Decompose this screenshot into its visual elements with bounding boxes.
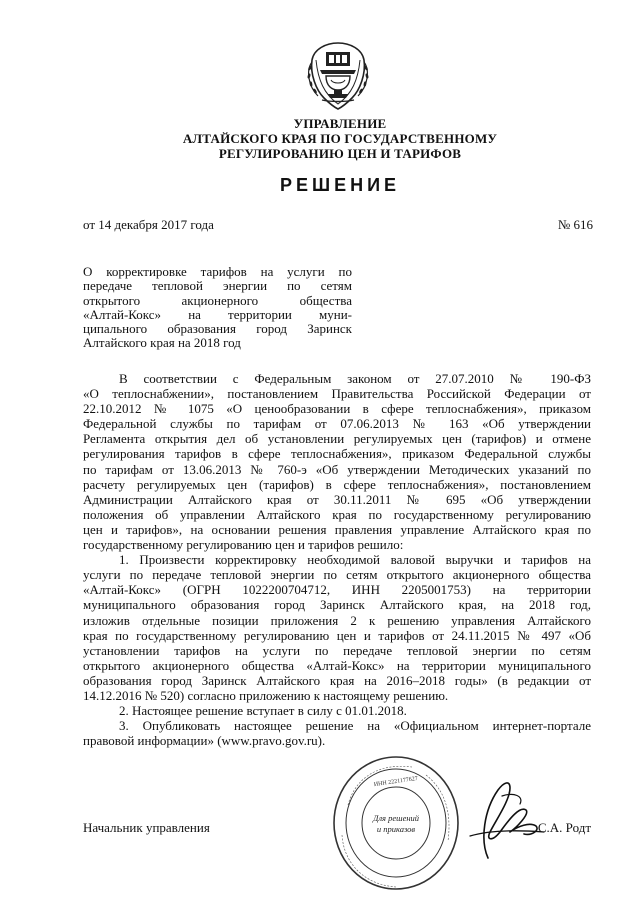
body-line: расчету регулируемых цен (тарифов) в сфере теплоснабжения», постановлением — [83, 476, 591, 492]
org-name-line-3: РЕГУЛИРОВАНИЮ ЦЕН И ТАРИФОВ — [218, 146, 462, 161]
body-line: «О теплоснабжении», постановлением Правительства Российской Федерации от — [83, 386, 591, 402]
body-line: регулирования тарифов в сфере теплоснабжения», приказом Федеральной службы — [83, 446, 591, 462]
body-line: установлении тарифов на услуги по передаче тепловой энергии по сетям — [83, 642, 591, 658]
subject-line: О корректировке тарифов на услуги по — [83, 264, 352, 279]
body-line: 3. Опубликовать настоящее решение на «Официальном интернет-портале — [119, 718, 591, 734]
body-line: по тарифам от 13.06.2013 № 760-э «Об утверждении Методических указаний по — [83, 461, 591, 477]
org-name-line-2: АЛТАЙСКОГО КРАЯ ПО ГОСУДАРСТВЕННОМУ — [182, 131, 498, 146]
body-line: Регламента открытия дел об установлении регулируемых цен (тарифов) и отмене — [83, 431, 591, 447]
document-body — [83, 371, 591, 748]
body-line: изложив отдельные позиции приложения 2 к решению управления Алтайского — [83, 612, 591, 628]
body-line: цен и тарифов», на основании решения правления управление Алтайского края по — [83, 521, 591, 537]
subject-line: «Алтай-Кокс» на территории муни- — [83, 306, 352, 322]
body-line: Федеральной службы по тарифам от 07.06.2013 № 163 «Об утверждении — [83, 416, 591, 432]
signatory-position: Начальник управления — [83, 820, 210, 835]
stamp-center-line-1: Для решений — [372, 813, 420, 823]
body-line: услуги по передаче тепловой энергии по сетям открытого акционерного общества — [83, 567, 591, 583]
body-line: открытого акционерного общества «Алтай-Кокс» на территории муниципального — [83, 657, 591, 673]
document-subject — [83, 265, 352, 351]
body-line: 2. Настоящее решение вступает в силу с 01.01.2018. — [119, 703, 407, 719]
stamp-inn: ИНН 2221177627 — [373, 775, 419, 789]
subject-line: передаче тепловой энергии по сетям — [83, 278, 352, 294]
body-line: Администрации Алтайского края от 30.11.2011 № 695 «Об утверждении — [83, 491, 591, 507]
document-type-title: РЕШЕНИЕ — [279, 175, 401, 195]
body-line: 22.10.2012 № 1075 «О ценообразовании в сфере теплоснабжения», приказом — [83, 401, 591, 417]
coat-of-arms-emblem — [304, 40, 372, 112]
org-name-line-1: УПРАВЛЕНИЕ — [293, 116, 387, 131]
subject-line: ципального образования город Заринск — [83, 321, 352, 337]
body-line: 14.12.2016 № 520) согласно приложению к настоящему решению. — [83, 687, 449, 703]
body-line: образования город Заринск Алтайского края на 2016–2018 годы» (в редакции от — [83, 672, 591, 688]
subject-line: открытого акционерного общества — [83, 292, 352, 308]
subject-line: Алтайского края на 2018 год — [83, 335, 241, 351]
body-line: правовой информации» (www.pravo.gov.ru). — [83, 733, 326, 749]
body-line: 1. Произвести корректировку необходимой валовой выручки и тарифов на — [119, 552, 591, 568]
signatory-name: С.А. Родт — [537, 820, 591, 835]
document-number: № 616 — [557, 217, 593, 232]
body-line: государственному регулированию цен и тарифов решило: — [83, 537, 404, 553]
handwritten-signature — [440, 770, 550, 865]
body-line: В соответствии с Федеральным законом от 27.07.2010 № 190-ФЗ — [119, 371, 591, 386]
body-line: края по государственному регулированию цен и тарифов от 24.11.2015 № 497 «Об — [83, 627, 591, 643]
body-line: положения об управлении Алтайского края по государственному регулированию — [83, 506, 591, 522]
body-line: муниципального образования город Заринск Алтайского края, на 2018 год, — [83, 597, 591, 613]
document-date: от 14 декабря 2017 года — [83, 217, 214, 232]
body-line: «Алтай-Кокс» (ОГРН 1022200704712, ИНН 2205001753) на территории — [83, 582, 591, 598]
stamp-center-line-2: и приказов — [376, 824, 416, 834]
